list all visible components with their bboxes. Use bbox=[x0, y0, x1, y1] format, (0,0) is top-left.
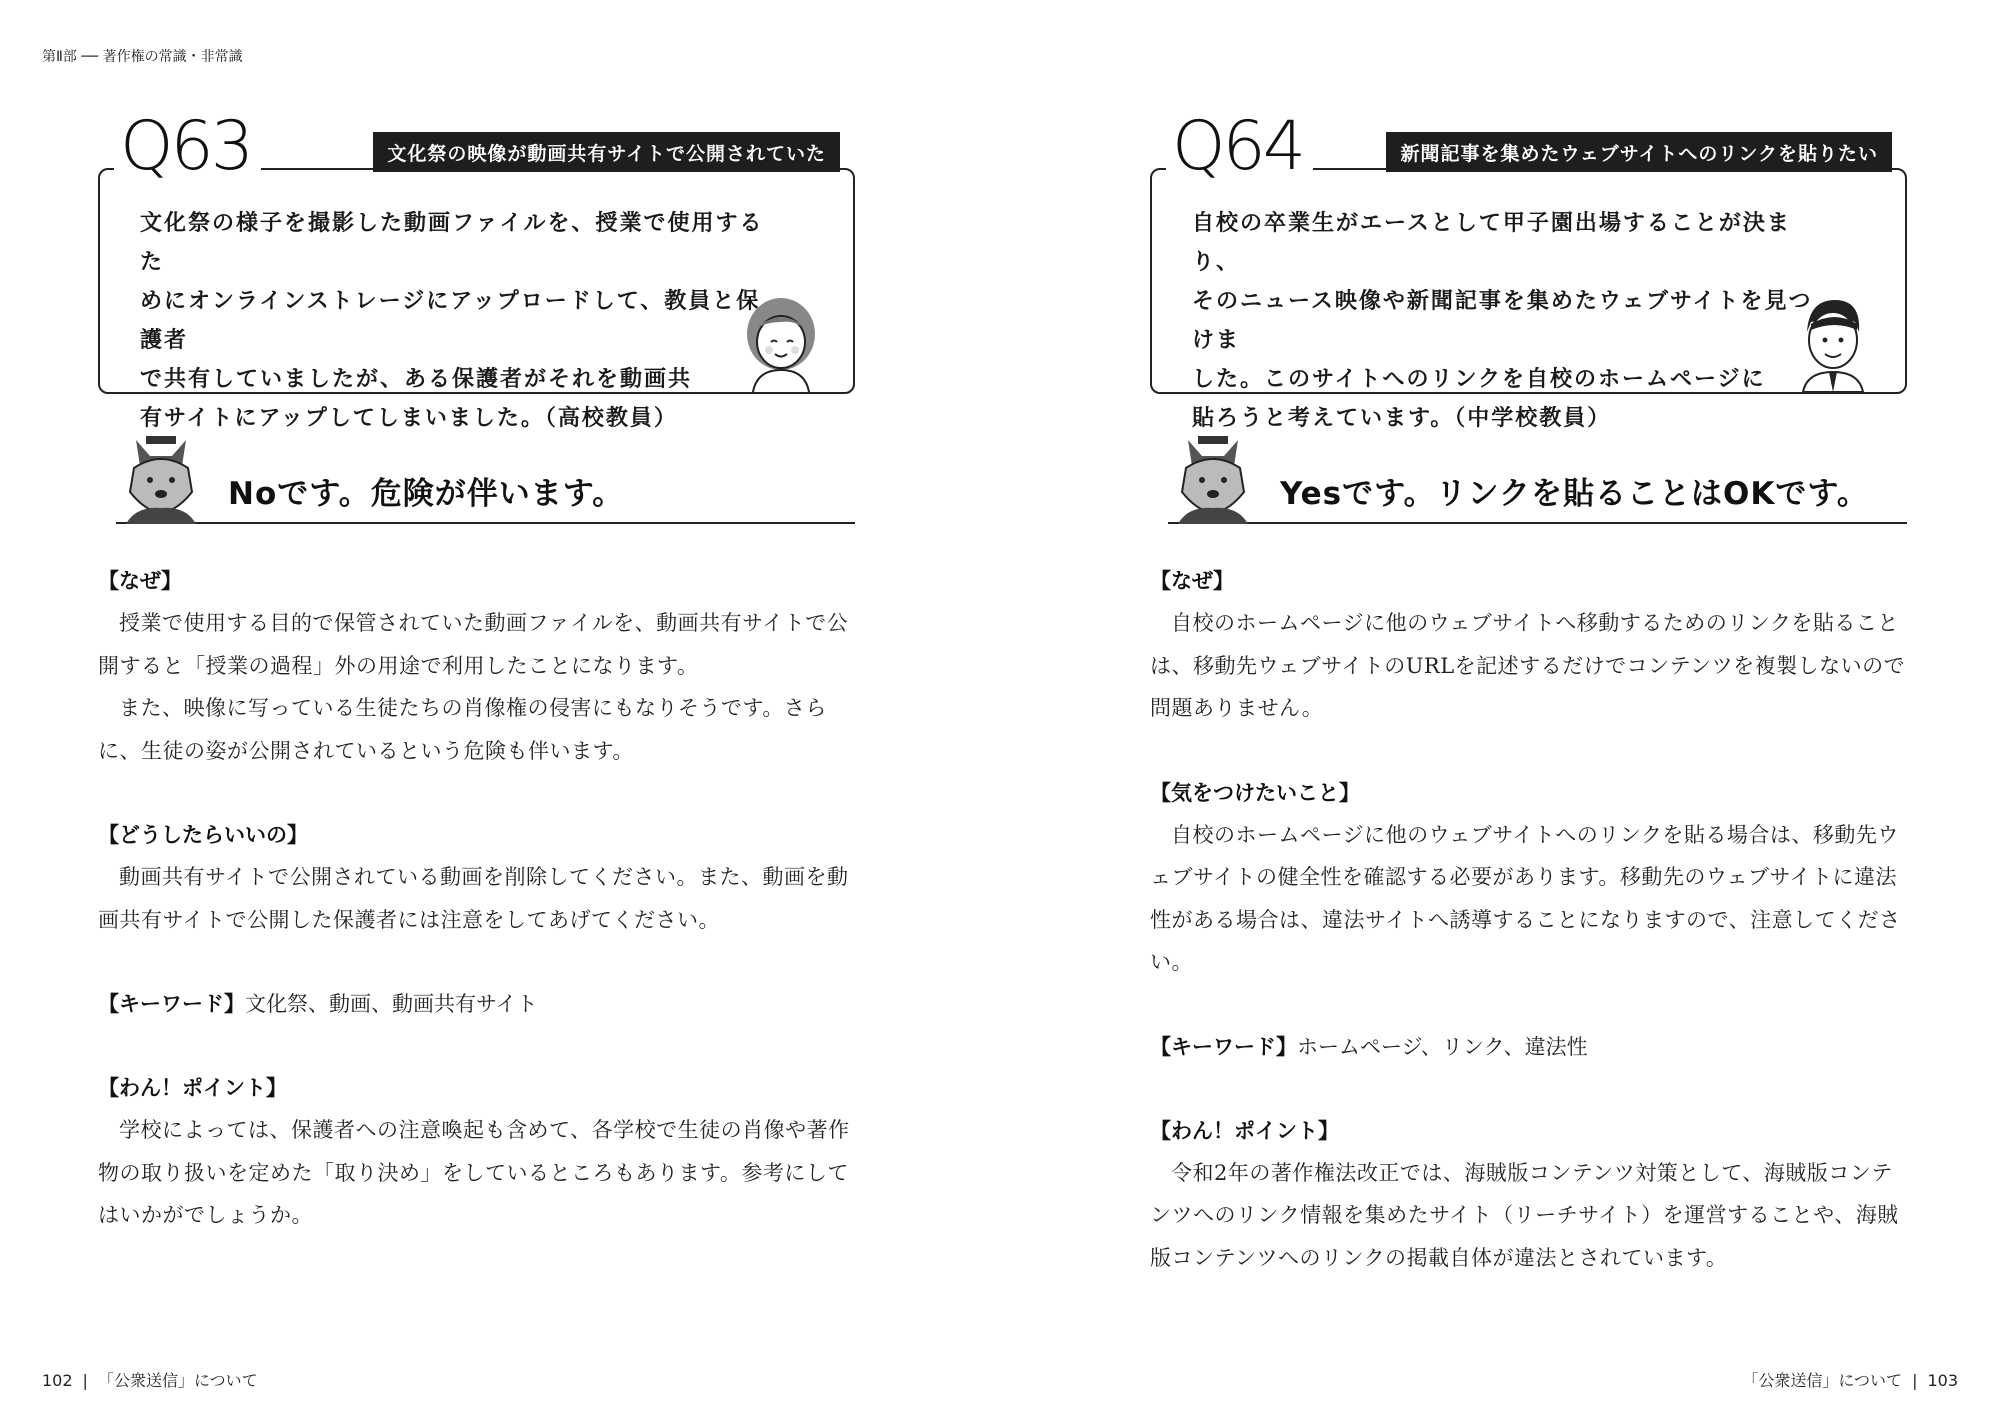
paragraph: 動画共有サイトで公開されている動画を削除してください。また、動画を動画共有サイトで公開した保護者には注意をしてあげてください。 bbox=[98, 865, 849, 932]
question-text: 文化祭の様子を撮影した動画ファイルを、授業で使用するた めにオンラインストレージにアップロードして、教員と保護者 で共有していましたが、ある保護者がそれを動画共 有サイトにアップしてしまいました。（高校教員） bbox=[140, 211, 764, 431]
question-topic-tag: 文化祭の映像が動画共有サイトで公開されていた bbox=[373, 132, 840, 172]
question-text: 自校の卒業生がエースとして甲子園出場することが決まり、 そのニュース映像や新聞記事を集めたウェブサイトを見つけま した。このサイトへのリンクを自校のホームページに 貼ろうと考えています。（中学校教員） bbox=[1192, 211, 1813, 431]
chapter-title: 「公衆送信」について bbox=[1742, 1371, 1903, 1390]
running-head: 第Ⅱ部 ── 著作権の常識・非常識 bbox=[42, 49, 243, 65]
folio-right: 「公衆送信」について | 103 bbox=[1742, 1371, 1958, 1390]
page-number: 103 bbox=[1927, 1371, 1958, 1390]
paragraph: 令和2年の著作権法改正では、海賊版コンテンツ対策として、海賊版コンテンツへのリンク情報を集めたサイト（リーチサイト）を運営することや、海賊版コンテンツへのリンクの掲載自体が違法とされています。 bbox=[1150, 1160, 1899, 1270]
question-header bbox=[1166, 107, 1906, 186]
answer-body bbox=[1150, 560, 1907, 1279]
paragraph: 学校によっては、保護者への注意喚起も含めて、各学校で生徒の肖像や著作物の取り扱いを定めた「取り決め」をしているところもあります。参考にしてはいかがでしょうか。 bbox=[98, 1118, 850, 1227]
section-heading-care: 【気をつけたいこと】 bbox=[1150, 780, 1360, 805]
answer-title: Noです。危険が伴います。 bbox=[228, 476, 625, 512]
answer-body bbox=[98, 560, 855, 1237]
keyword-label: 【キーワード】 bbox=[98, 992, 245, 1016]
keyword-values: ホームページ、リンク、違法性 bbox=[1297, 1034, 1588, 1059]
answer-heading bbox=[98, 432, 855, 524]
paragraph: また、映像に写っている生徒たちの肖像権の侵害にもなりそうです。さらに、生徒の姿が公開されているという危険も伴います。 bbox=[98, 696, 827, 763]
folio-left: 102 | 「公衆送信」について bbox=[42, 1371, 258, 1390]
section-heading-point: 【わん！ポイント】 bbox=[98, 1076, 287, 1100]
paragraph: 授業で使用する目的で保管されていた動画ファイルを、動画共有サイトで公開すると「授業の過程」外の用途で利用したことになります。 bbox=[98, 611, 849, 678]
answer-title: Yesです。リンクを貼ることはOKです。 bbox=[1280, 476, 1869, 512]
question-number: Q64 bbox=[1166, 112, 1313, 182]
paragraph: 自校のホームページに他のウェブサイトへのリンクを貼る場合は、移動先ウェブサイトの健全性を確認する必要があります。移動先のウェブサイトに違法性がある場合は、違法サイトへ誘導することになりますので、注意してください。 bbox=[1150, 822, 1901, 974]
chapter-title: 「公衆送信」について bbox=[97, 1371, 258, 1390]
answer-heading bbox=[1150, 432, 1907, 524]
question-box bbox=[1150, 168, 1907, 431]
question-header bbox=[114, 107, 854, 186]
page-number: 102 bbox=[42, 1371, 73, 1390]
keyword-values: 文化祭、動画、動画共有サイト bbox=[245, 992, 538, 1016]
question-number: Q63 bbox=[114, 112, 261, 182]
section-heading-why: 【なぜ】 bbox=[98, 569, 182, 593]
keyword-line bbox=[1150, 1026, 1907, 1068]
question-box bbox=[98, 168, 855, 431]
paragraph: 自校のホームページに他のウェブサイトへ移動するためのリンクを貼ることは、移動先ウェブサイトのURLを記述するだけでコンテンツを複製しないので問題ありません。 bbox=[1150, 611, 1906, 720]
keyword-line bbox=[98, 983, 855, 1025]
question-topic-tag: 新聞記事を集めたウェブサイトへのリンクを貼りたい bbox=[1386, 132, 1892, 172]
teacher-man-illustration bbox=[1785, 292, 1881, 392]
teacher-woman-illustration bbox=[733, 292, 829, 392]
keyword-label: 【キーワード】 bbox=[1150, 1034, 1297, 1059]
dog-professor-mascot-icon bbox=[1168, 432, 1258, 524]
section-heading-how: 【どうしたらいいの】 bbox=[98, 823, 308, 847]
dog-professor-mascot-icon bbox=[116, 432, 206, 524]
section-heading-why: 【なぜ】 bbox=[1150, 569, 1234, 593]
section-heading-point: 【わん！ポイント】 bbox=[1150, 1118, 1339, 1143]
